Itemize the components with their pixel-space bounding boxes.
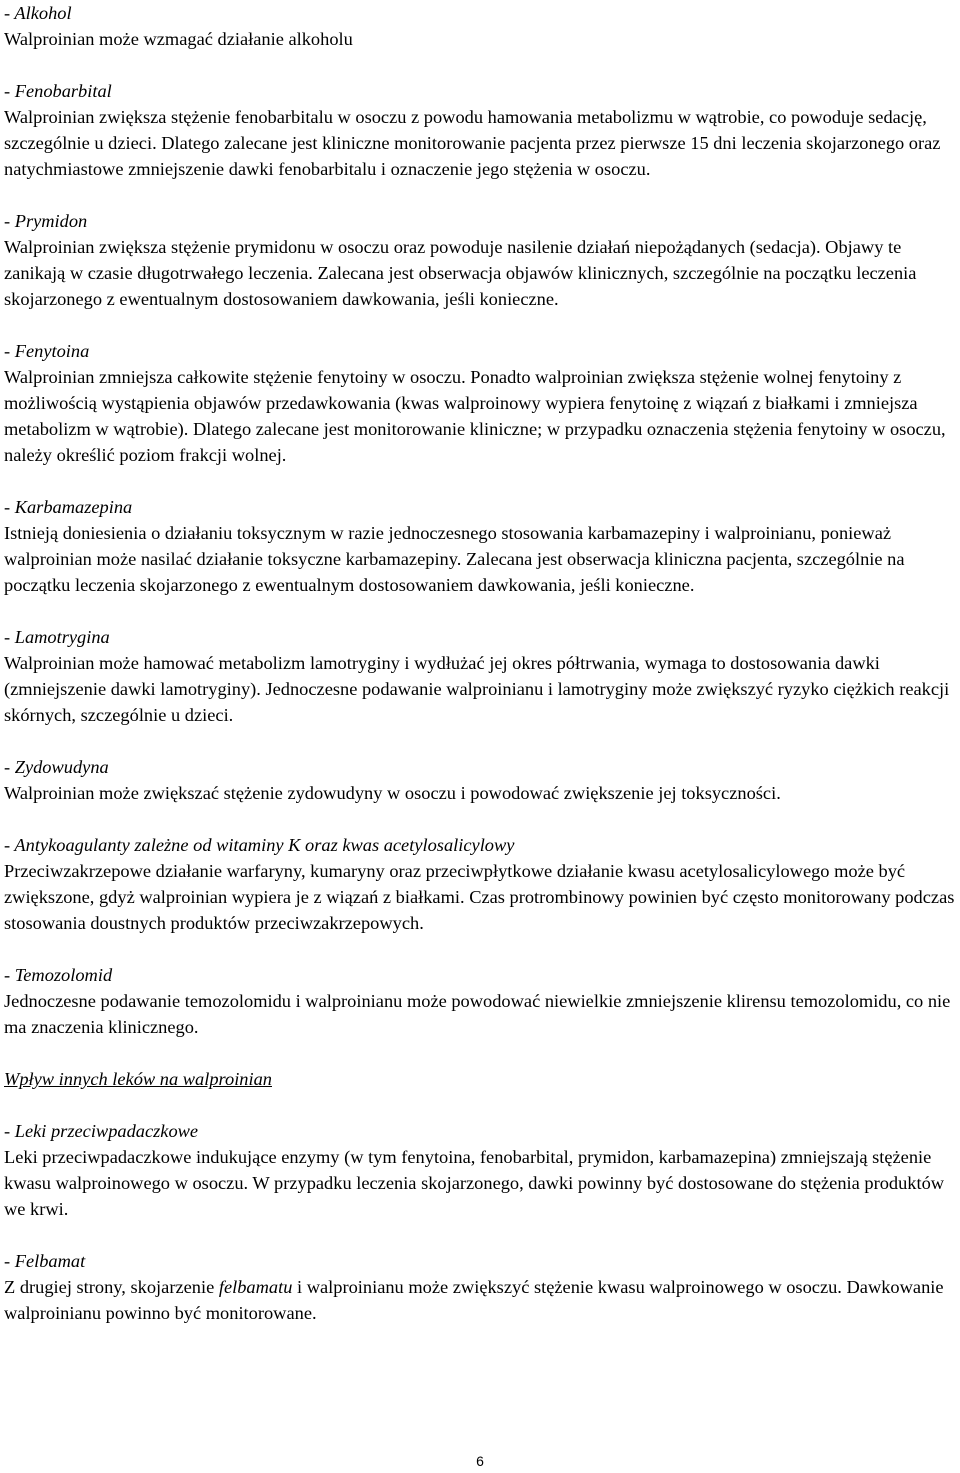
section-body: Walproinian zwiększa stężenie prymidonu w osoczu oraz powoduje nasilenie działań niepożądanych (sedacja). Objawy te zanikają w czasie długotrwałego leczenia. Zalecana jest obserwacja objawów klinicznych, szczególnie na początku leczenia skojarzonego z ewentualnym dostosowaniem dawkowania, jeśli konieczne. [4,237,917,309]
section-felbamat [4,1248,960,1326]
section-heading: - Prymidon [4,211,88,231]
section-heading: - Felbamat [4,1251,86,1271]
section-body: Walproinian może hamować metabolizm lamotryginy i wydłużać jej okres półtrwania, wymaga to dostosowania dawki (zmniejszenie dawki lamotryginy). Jednoczesne podawanie walproinianu i lamotryginy może zwiększyć ryzyko ciężkich reakcji skórnych, szczególnie u dzieci. [4,653,950,725]
section-alkohol [4,0,960,52]
section-body: Jednoczesne podawanie temozolomidu i walproinianu może powodować niewielkie zmniejszenie klirensu temozolomidu, co nie ma znaczenia klinicznego. [4,991,951,1037]
section-body: Walproinian może zwiększać stężenie zydowudyny w osoczu i powodować zwiększenie jej toksyczności. [4,783,781,803]
section-temozolomid [4,962,960,1040]
section-heading: - Karbamazepina [4,497,133,517]
section-heading: - Antykoagulanty zależne od witaminy K oraz kwas acetylosalicylowy [4,835,515,855]
section-antykoagulanty [4,832,960,936]
document-page [4,0,960,1352]
page-number: 6 [476,1453,484,1469]
section-lamotrygina [4,624,960,728]
section-body: Istnieją doniesienia o działaniu toksycznym w razie jednoczesnego stosowania karbamazepiny i walproinianu, ponieważ walproinian może nasilać działanie toksyczne karbamazepiny. Zalecana jest obserwacja kliniczna pacjenta, szczególnie na początku leczenia skojarzonego z ewentualnym dostosowaniem dawkowania, jeśli konieczne. [4,523,905,595]
section-body: Walproinian zmniejsza całkowite stężenie fenytoiny w osoczu. Ponadto walproinian zwiększa stężenie wolnej fenytoiny z możliwością wystąpienia objawów przedawkowania (kwas walproinowy wypiera fenytoinę z wiązań z białkami i zmniejsza metabolizm w wątrobie). Dlatego zalecane jest monitorowanie kliniczne; w przypadku oznaczenia stężenia fenytoiny w osoczu, należy określić poziom frakcji wolnej. [4,367,946,465]
subsection-title-block [4,1066,960,1092]
section-body: Walproinian zwiększa stężenie fenobarbitalu w osoczu z powodu hamowania metabolizmu w wątrobie, co powoduje sedację, szczególnie u dzieci. Dlatego zalecane jest kliniczne monitorowanie pacjenta przez pierwsze 15 dni leczenia skojarzonego oraz natychmiastowe zmniejszenie dawki fenobarbitalu i oznaczenie jego stężenia w osoczu. [4,107,941,179]
section-heading: - Alkohol [4,3,72,23]
section-heading: - Lamotrygina [4,627,110,647]
section-body: Walproinian może wzmagać działanie alkoholu [4,29,353,49]
section-prymidon [4,208,960,312]
body-text-end: i walproinianu może zwiększyć stężenie kwasu walproinowego w osoczu. Dawkowanie walproinianu powinno być monitorowane. [4,1277,944,1323]
section-body: Przeciwzakrzepowe działanie warfaryny, kumaryny oraz przeciwpłytkowe działanie kwasu acetylosalicylowego może być zwiększone, gdyż walproinian wypiera je z wiązań z białkami. Czas protrombinowy powinien być często monitorowany podczas stosowania doustnych produktów przeciwzakrzepowych. [4,861,955,933]
section-heading: - Leki przeciwpadaczkowe [4,1121,199,1141]
section-heading: - Temozolomid [4,965,113,985]
section-karbamazepina [4,494,960,598]
body-text-start: Z drugiej strony, skojarzenie [4,1277,219,1297]
section-leki-przeciwpadaczkowe [4,1118,960,1222]
section-heading: - Fenobarbital [4,81,112,101]
section-fenobarbital [4,78,960,182]
section-heading: - Zydowudyna [4,757,109,777]
subsection-title: Wpływ innych leków na walproinian [4,1069,272,1089]
section-body [4,1274,960,1326]
body-text-italic: felbamatu [218,1277,293,1297]
section-fenytoina [4,338,960,468]
section-zydowudyna [4,754,960,806]
section-heading: - Fenytoina [4,341,90,361]
section-body: Leki przeciwpadaczkowe indukujące enzymy (w tym fenytoina, fenobarbital, prymidon, karbamazepina) zmniejszają stężenie kwasu walproinowego w osoczu. W przypadku leczenia skojarzonego, dawki powinny być dostosowane do stężenia produktów we krwi. [4,1147,945,1219]
